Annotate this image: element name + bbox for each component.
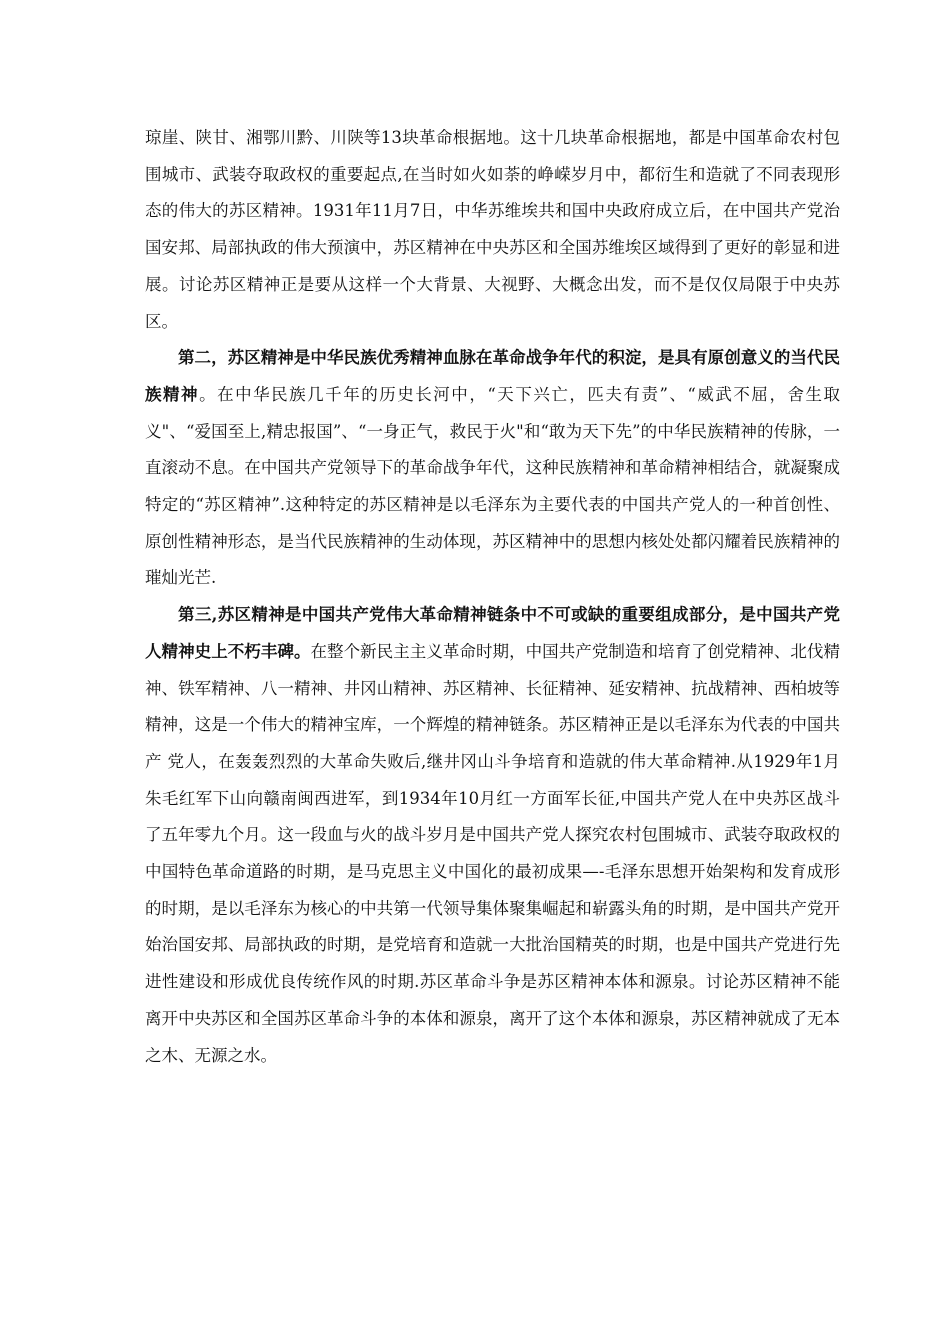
paragraph-3-lead: 第三,苏区精神是中国共产党伟大革命精神链条中不可或缺的重要组成部分，是中国共产党人精神史上不朽丰碑。 [145, 605, 840, 661]
paragraph-2 [145, 340, 840, 597]
document-body [145, 120, 840, 1074]
paragraph-3-text: 在整个新民主主义革命时期，中国共产党制造和培育了创党精神、北伐精神、铁军精神、八一精神、井冈山精神、苏区精神、长征精神、延安精神、抗战精神、西柏坡等精神，这是一个伟大的精神宝库，一个辉煌的精神链条。苏区精神正是以毛泽东为代表的中国共产 党人，在轰轰烈烈的大革命失败后,继井冈山斗争培育和造就的伟大革命精神.从1929年1月朱毛红军下山向赣南闽西进军，到1934年10月红一方面军长征,中国共产党人在中央苏区战斗了五年零九个月。这一段血与火的战斗岁月是中国共产党人探究农村包围城市、武装夺取政权的中国特色革命道路的时期，是马克思主义中国化的最初成果—-毛泽东思想开始架构和发育成形的时期，是以毛泽东为核心的中共第一代领导集体聚集崛起和崭露头角的时期，是中国共产党开始治国安邦、局部执政的时期，是党培育和造就一大批治国精英的时期，也是中国共产党进行先进性建设和形成优良传统作风的时期.苏区革命斗争是苏区精神本体和源泉。讨论苏区精神不能离开中央苏区和全国苏区革命斗争的本体和源泉，离开了这个本体和源泉，苏区精神就成了无本之木、无源之水。 [145, 641, 841, 1065]
paragraph-1-text: 琼崖、陕甘、湘鄂川黔、川陕等13块革命根据地。这十几块革命根据地，都是中国革命农村包围城市、武装夺取政权的重要起点,在当时如火如荼的峥嵘岁月中，都衍生和造就了不同表现形态的伟大的苏区精神。1931年11月7日，中华苏维埃共和国中央政府成立后，在中国共产党治国安邦、局部执政的伟大预演中，苏区精神在中央苏区和全国苏维埃区域得到了更好的彰显和进展。讨论苏区精神正是要从这样一个大背景、大视野、大概念出发，而不是仅仅局限于中央苏区。 [145, 128, 840, 331]
paragraph-1 [145, 120, 840, 340]
paragraph-2-text: 。在中华民族几千年的历史长河中，“天下兴亡，匹夫有责”、“威武不屈，舍生取义"、“爱国至上,精忠报国”、“一身正气，救民于火"和“敢为天下先”的中华民族精神的传脉，一直滚动不息。在中国共产党领导下的革命战争年代，这种民族精神和革命精神相结合，就凝聚成特定的“苏区精神”.这种特定的苏区精神是以毛泽东为主要代表的中国共产党人的一种首创性、原创性精神形态，是当代民族精神的生动体现，苏区精神中的思想内核处处都闪耀着民族精神的璀灿光芒. [145, 384, 841, 588]
paragraph-3 [145, 597, 840, 1074]
paragraph-2-lead: 第二，苏区精神是中华民族优秀精神血脉在革命战争年代的积淀，是具有原创意义的当代民族精神 [145, 348, 840, 404]
